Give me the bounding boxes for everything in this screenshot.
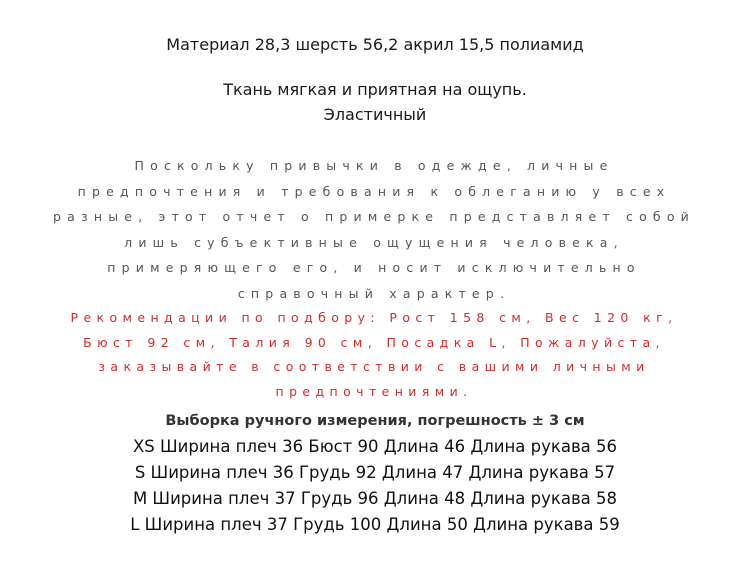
fabric-line-elastic: Эластичный	[323, 105, 427, 124]
fabric-description	[0, 77, 750, 127]
size-row-s: S Ширина плеч 36 Грудь 92 Длина 47 Длина рукава 57	[134, 463, 616, 482]
measurement-title: Выборка ручного измерения, погрешность ± 3 см	[165, 413, 585, 429]
size-row-m: M Ширина плеч 37 Грудь 96 Длина 48 Длина рукава 58	[132, 489, 618, 508]
fit-recommendation: Рекомендации по подбору: Рост 158 см, Вес 120 кг, Бюст 92 см, Талия 90 см, Посадка L, Пожалуйста, заказывайте в соответствии с вашими личными предпочтениями.	[70, 310, 678, 399]
fit-report-disclaimer: Поскольку привычки в одежде, личные предпочтения и требования к облеганию у всех разные, этот отчет о примерке представляет собой лишь субъективные ощущения человека, примеряющего его, и носит исключительно справочный характер.	[52, 158, 696, 301]
material-composition: Материал 28,3 шерсть 56,2 акрил 15,5 полиамид	[166, 35, 584, 54]
fabric-line-soft: Ткань мягкая и приятная на ощупь.	[223, 80, 527, 99]
size-row-xs: XS Ширина плеч 36 Бюст 90 Длина 46 Длина рукава 56	[132, 437, 618, 456]
size-row-l: L Ширина плеч 37 Грудь 100 Длина 50 Длина рукава 59	[130, 515, 620, 534]
